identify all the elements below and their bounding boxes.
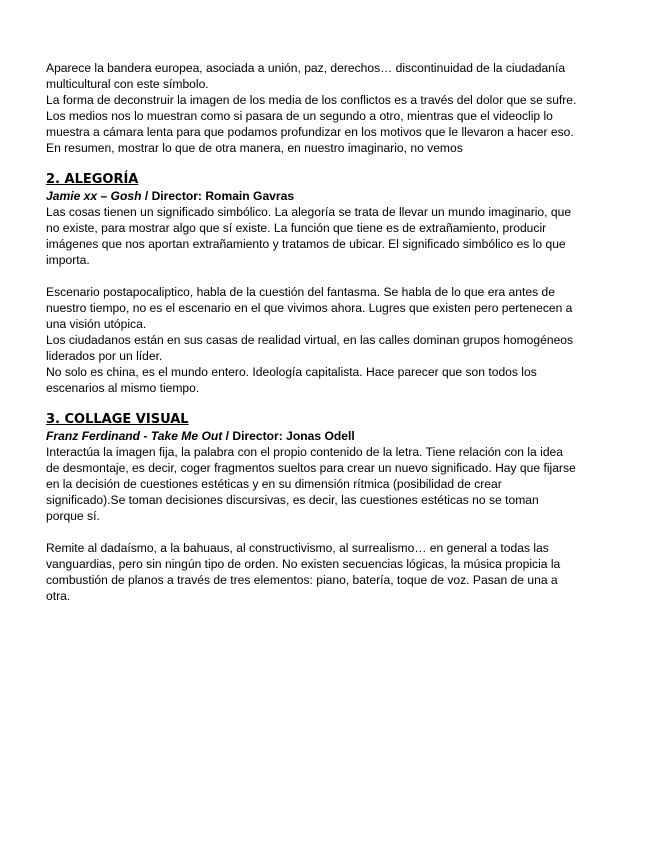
text-line: Los medios nos lo muestran como si pasara de un segundo a otro, mientras que el videoclip lo	[46, 109, 553, 123]
alegoria-paragraph-1	[46, 204, 618, 268]
document-page	[46, 60, 618, 604]
text-line: Las cosas tienen un significado simbólico. La alegoría se trata de llevar un mundo imaginario, que	[46, 205, 572, 219]
text-line: Interactúa la imagen fija, la palabra con el propio contenido de la letra. Tiene relación con la idea	[46, 445, 564, 459]
credit-separator: /	[222, 429, 233, 443]
director-name: Director: Jonas Odell	[232, 429, 355, 443]
text-line: en la decisión de cuestiones estéticas y en su dimensión rítmica (posibilidad de crear	[46, 477, 502, 491]
text-line: multicultural con este símbolo.	[46, 77, 209, 91]
text-line: nuestro tiempo, no es el escenario en el que vivimos ahora. Lugres que existen pero pertenecen a	[46, 301, 573, 315]
text-line: Los ciudadanos están en sus casas de realidad virtual, en las calles dominan grupos homogéneos	[46, 333, 574, 347]
text-line: escenarios al mismo tiempo.	[46, 381, 200, 395]
video-credit-alegoria	[46, 188, 618, 204]
text-line: de desmontaje, es decir, coger fragmentos sueltos para crear un nuevo significado. Hay que fijarse	[46, 461, 576, 475]
text-line: No solo es china, es el mundo entero. Ideología capitalista. Hace parecer que son todos los	[46, 365, 537, 379]
credit-separator: /	[141, 189, 152, 203]
text-line: imágenes que nos aportan extrañamiento y tratamos de ubicar. El significado simbólico es lo que	[46, 237, 566, 251]
text-line: liderados por un líder.	[46, 349, 163, 363]
text-line: Remite al dadaísmo, a la bahuaus, al constructivismo, al surrealismo… en general a todas las	[46, 541, 549, 555]
text-line: Escenario postapocaliptico, habla de la cuestión del fantasma. Se habla de lo que era antes de	[46, 285, 555, 299]
video-credit-collage	[46, 428, 618, 444]
alegoria-paragraph-2	[46, 284, 618, 396]
text-line: importa.	[46, 253, 90, 267]
director-name: Director: Romain Gavras	[151, 189, 295, 203]
song-title: Franz Ferdinand - Take Me Out	[46, 429, 223, 443]
text-line: no existe, para mostrar algo que sí existe. La función que tiene es de extrañamiento, producir	[46, 221, 547, 235]
collage-paragraph-1	[46, 444, 618, 524]
text-line: porque sí.	[46, 509, 100, 523]
text-line: una visión utópica.	[46, 317, 147, 331]
song-title: Jamie xx – Gosh	[46, 189, 142, 203]
collage-paragraph-2	[46, 540, 618, 604]
text-line: combustión de planos a través de tres elementos: piano, batería, toque de voz. Pasan de una a	[46, 573, 558, 587]
text-line: significado).Se toman decisiones discursivas, es decir, las cuestiones estéticas no se toman	[46, 493, 539, 507]
text-line: En resumen, mostrar lo que de otra manera, en nuestro imaginario, no vemos	[46, 141, 463, 155]
text-line: muestra a cámara lenta para que podamos profundizar en los motivos que le llevaron a hacer eso.	[46, 125, 574, 139]
section-heading-collage-visual: 3. COLLAGE VISUAL	[46, 412, 189, 427]
text-line: otra.	[46, 589, 71, 603]
text-line: La forma de deconstruir la imagen de los media de los conflictos es a través del dolor que se sufre.	[46, 93, 577, 107]
text-line: vanguardias, pero sin ningún tipo de orden. No existen secuencias lógicas, la música propicia la	[46, 557, 561, 571]
section-heading-alegoria: 2. ALEGORÍA	[46, 172, 139, 187]
text-line: Aparece la bandera europea, asociada a unión, paz, derechos… discontinuidad de la ciudadanía	[46, 61, 566, 75]
intro-paragraph	[46, 60, 618, 156]
